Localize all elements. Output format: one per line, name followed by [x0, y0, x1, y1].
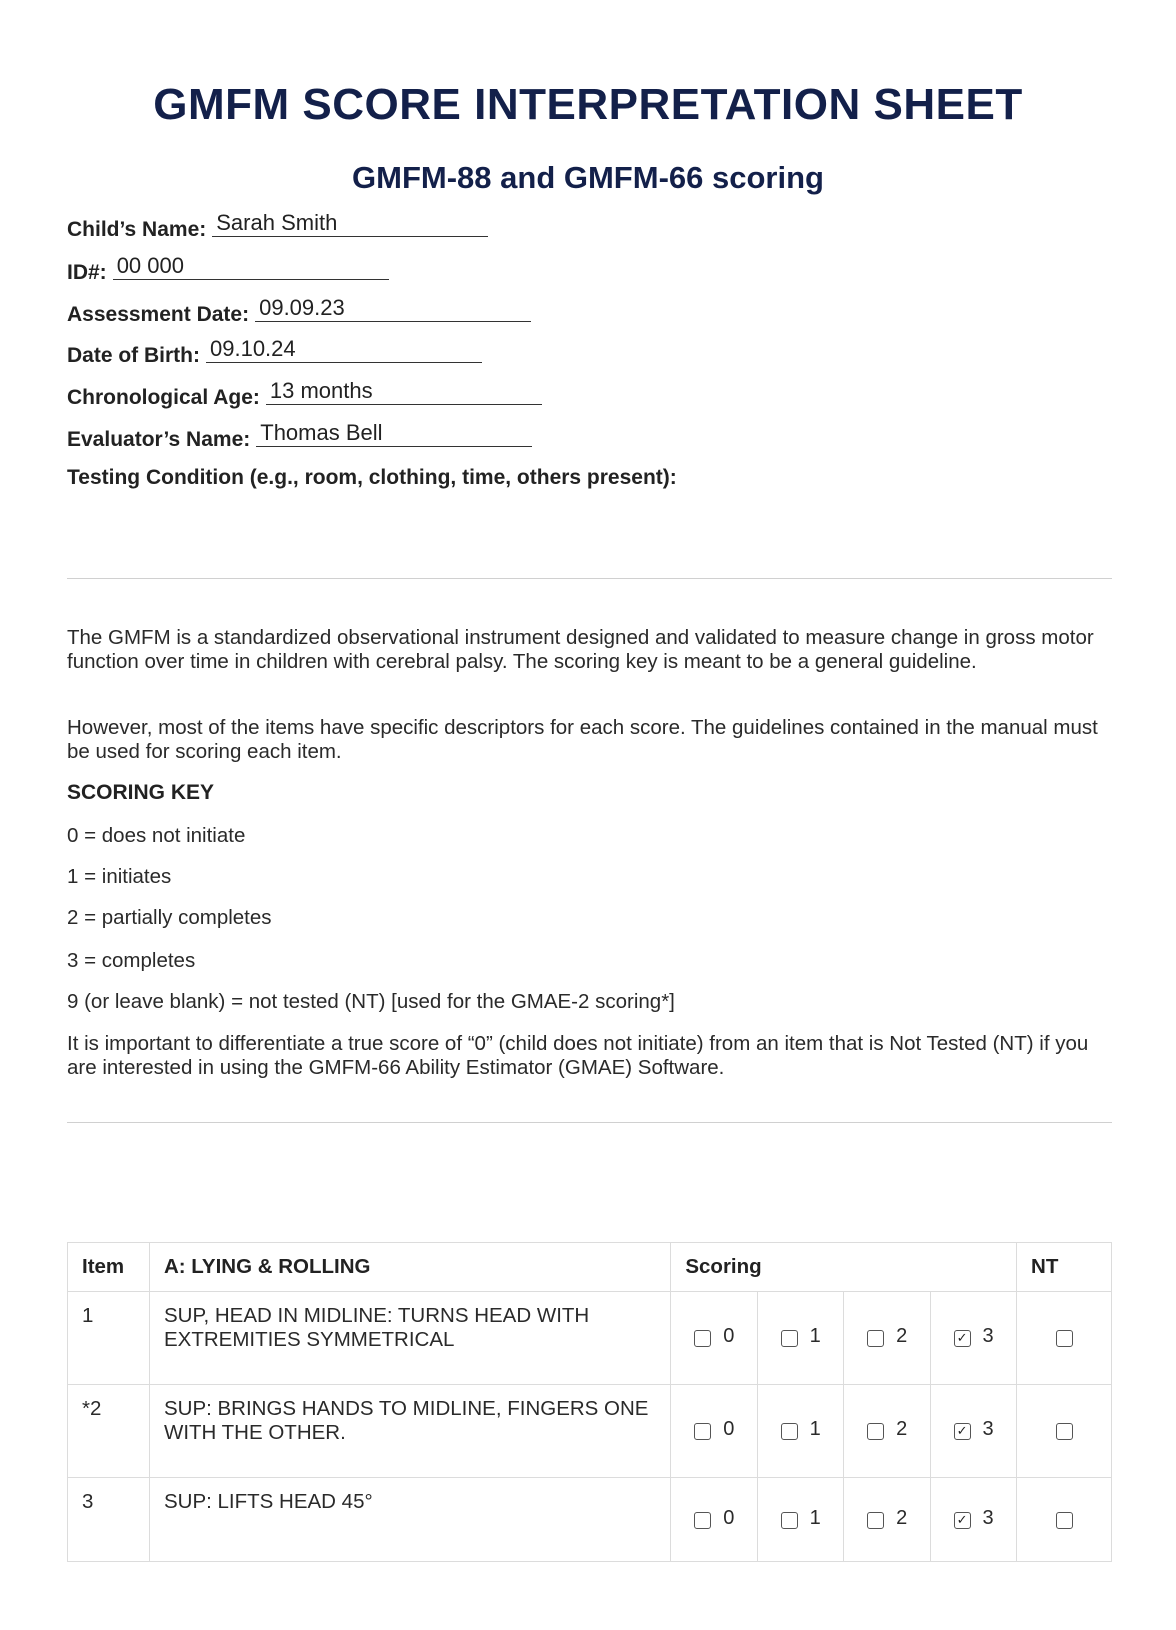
- nt-checkbox[interactable]: [1056, 1423, 1073, 1440]
- table-header-row: [68, 1243, 1112, 1292]
- scoring-key-line: 2 = partially completes: [67, 906, 272, 929]
- score-option-label: 0: [723, 1418, 735, 1441]
- score-option-label: 1: [809, 1506, 821, 1529]
- dob-field: [67, 336, 482, 369]
- score-option-label: 3: [982, 1418, 994, 1441]
- assessment-date-label: Assessment Date:: [67, 303, 250, 326]
- score-1-checkbox[interactable]: [781, 1330, 798, 1347]
- score-option-label: 0: [723, 1506, 735, 1529]
- nt-cell: [1017, 1385, 1112, 1478]
- item-description: SUP, HEAD IN MIDLINE: TURNS HEAD WITH EXTREMITIES SYMMETRICAL: [149, 1292, 670, 1385]
- child-name-label: Child’s Name:: [67, 218, 207, 241]
- child-name-field: [67, 210, 488, 243]
- table-row: [68, 1292, 1112, 1385]
- dob-label: Date of Birth:: [67, 344, 200, 367]
- id-label: ID#:: [67, 261, 107, 284]
- scoring-column-header: Scoring: [671, 1243, 1017, 1292]
- score-0-checkbox[interactable]: [694, 1512, 711, 1529]
- score-option-label: 2: [896, 1418, 908, 1441]
- score-1-checkbox[interactable]: [781, 1512, 798, 1529]
- check-mark-icon: ✓: [956, 1330, 968, 1346]
- check-mark-icon: ✓: [956, 1423, 968, 1439]
- score-0-checkbox[interactable]: [694, 1330, 711, 1347]
- nt-checkbox[interactable]: [1056, 1512, 1073, 1529]
- scoring-key-title: SCORING KEY: [67, 781, 215, 804]
- evaluator-label: Evaluator’s Name:: [67, 428, 251, 451]
- item-column-header: Item: [68, 1243, 150, 1292]
- page-title: GMFM SCORE INTERPRETATION SHEET: [153, 80, 1023, 129]
- score-option-cell: [758, 1478, 844, 1562]
- table-row: [68, 1478, 1112, 1562]
- check-mark-icon: ✓: [956, 1511, 968, 1527]
- item-description: SUP: LIFTS HEAD 45°: [149, 1478, 670, 1562]
- score-option-label: 1: [809, 1325, 821, 1348]
- evaluator-input[interactable]: Thomas Bell: [256, 420, 532, 447]
- score-option-cell: [931, 1478, 1017, 1562]
- page-subtitle: GMFM-88 and GMFM-66 scoring: [352, 160, 824, 195]
- item-description: SUP: BRINGS HANDS TO MIDLINE, FINGERS ONE WITH THE OTHER.: [149, 1385, 670, 1478]
- child-name-input[interactable]: Sarah Smith: [212, 210, 488, 237]
- chronological-age-field: [67, 378, 542, 411]
- score-3-checkbox[interactable]: [954, 1423, 971, 1440]
- nt-cell: [1017, 1292, 1112, 1385]
- nt-checkbox[interactable]: [1056, 1330, 1073, 1347]
- score-1-checkbox[interactable]: [781, 1423, 798, 1440]
- nt-cell: [1017, 1478, 1112, 1562]
- score-option-cell: [671, 1385, 758, 1478]
- score-option-cell: [931, 1292, 1017, 1385]
- score-3-checkbox[interactable]: [954, 1512, 971, 1529]
- score-option-cell: [671, 1478, 758, 1562]
- chronological-age-label: Chronological Age:: [67, 386, 260, 409]
- scoring-table: [67, 1242, 1112, 1562]
- scoring-key-note: It is important to differentiate a true score of “0” (child does not initiate) from an item that is Not Tested (NT) if you are interested in using the GMFM-66 Ability Estimator (GMAE) Software.: [67, 1032, 1089, 1079]
- score-2-checkbox[interactable]: [867, 1330, 884, 1347]
- dob-input[interactable]: 09.10.24: [206, 336, 482, 363]
- score-0-checkbox[interactable]: [694, 1423, 711, 1440]
- assessment-date-input[interactable]: 09.09.23: [255, 295, 531, 322]
- score-option-label: 2: [896, 1325, 908, 1348]
- scoring-key-line: 9 (or leave blank) = not tested (NT) [used for the GMAE-2 scoring*]: [67, 990, 675, 1013]
- intro-paragraph-1: The GMFM is a standardized observational instrument designed and validated to measure change in gross motor function over time in children with cerebral palsy. The scoring key is meant to be a general guideline.: [67, 626, 1094, 673]
- score-option-cell: [931, 1385, 1017, 1478]
- table-row: [68, 1385, 1112, 1478]
- evaluator-field: [67, 420, 532, 453]
- score-option-label: 2: [896, 1506, 908, 1529]
- score-2-checkbox[interactable]: [867, 1512, 884, 1529]
- score-option-cell: [844, 1385, 931, 1478]
- scoring-key-line: 0 = does not initiate: [67, 824, 246, 847]
- item-number: 3: [68, 1478, 150, 1562]
- scoring-key-line: 1 = initiates: [67, 865, 172, 888]
- id-field: [67, 253, 389, 286]
- intro-paragraph-2: However, most of the items have specific descriptors for each score. The guidelines contained in the manual must be used for scoring each item.: [67, 716, 1098, 763]
- score-option-label: 0: [723, 1325, 735, 1348]
- testing-condition-field: [67, 466, 677, 490]
- score-option-cell: [671, 1292, 758, 1385]
- section-column-header: A: LYING & ROLLING: [149, 1243, 670, 1292]
- item-number: 1: [68, 1292, 150, 1385]
- chronological-age-input[interactable]: 13 months: [266, 378, 542, 405]
- score-option-cell: [844, 1478, 931, 1562]
- assessment-date-field: [67, 295, 531, 328]
- nt-column-header: NT: [1017, 1243, 1112, 1292]
- score-option-cell: [758, 1292, 844, 1385]
- score-3-checkbox[interactable]: [954, 1330, 971, 1347]
- score-option-label: 1: [809, 1418, 821, 1441]
- divider: [67, 578, 1112, 579]
- score-option-label: 3: [982, 1506, 994, 1529]
- testing-condition-label: Testing Condition (e.g., room, clothing, time, others present):: [67, 466, 677, 489]
- score-option-cell: [844, 1292, 931, 1385]
- score-option-cell: [758, 1385, 844, 1478]
- score-option-label: 3: [982, 1325, 994, 1348]
- id-input[interactable]: 00 000: [113, 253, 389, 280]
- divider: [67, 1122, 1112, 1123]
- scoring-key-line: 3 = completes: [67, 949, 196, 972]
- score-2-checkbox[interactable]: [867, 1423, 884, 1440]
- item-number: *2: [68, 1385, 150, 1478]
